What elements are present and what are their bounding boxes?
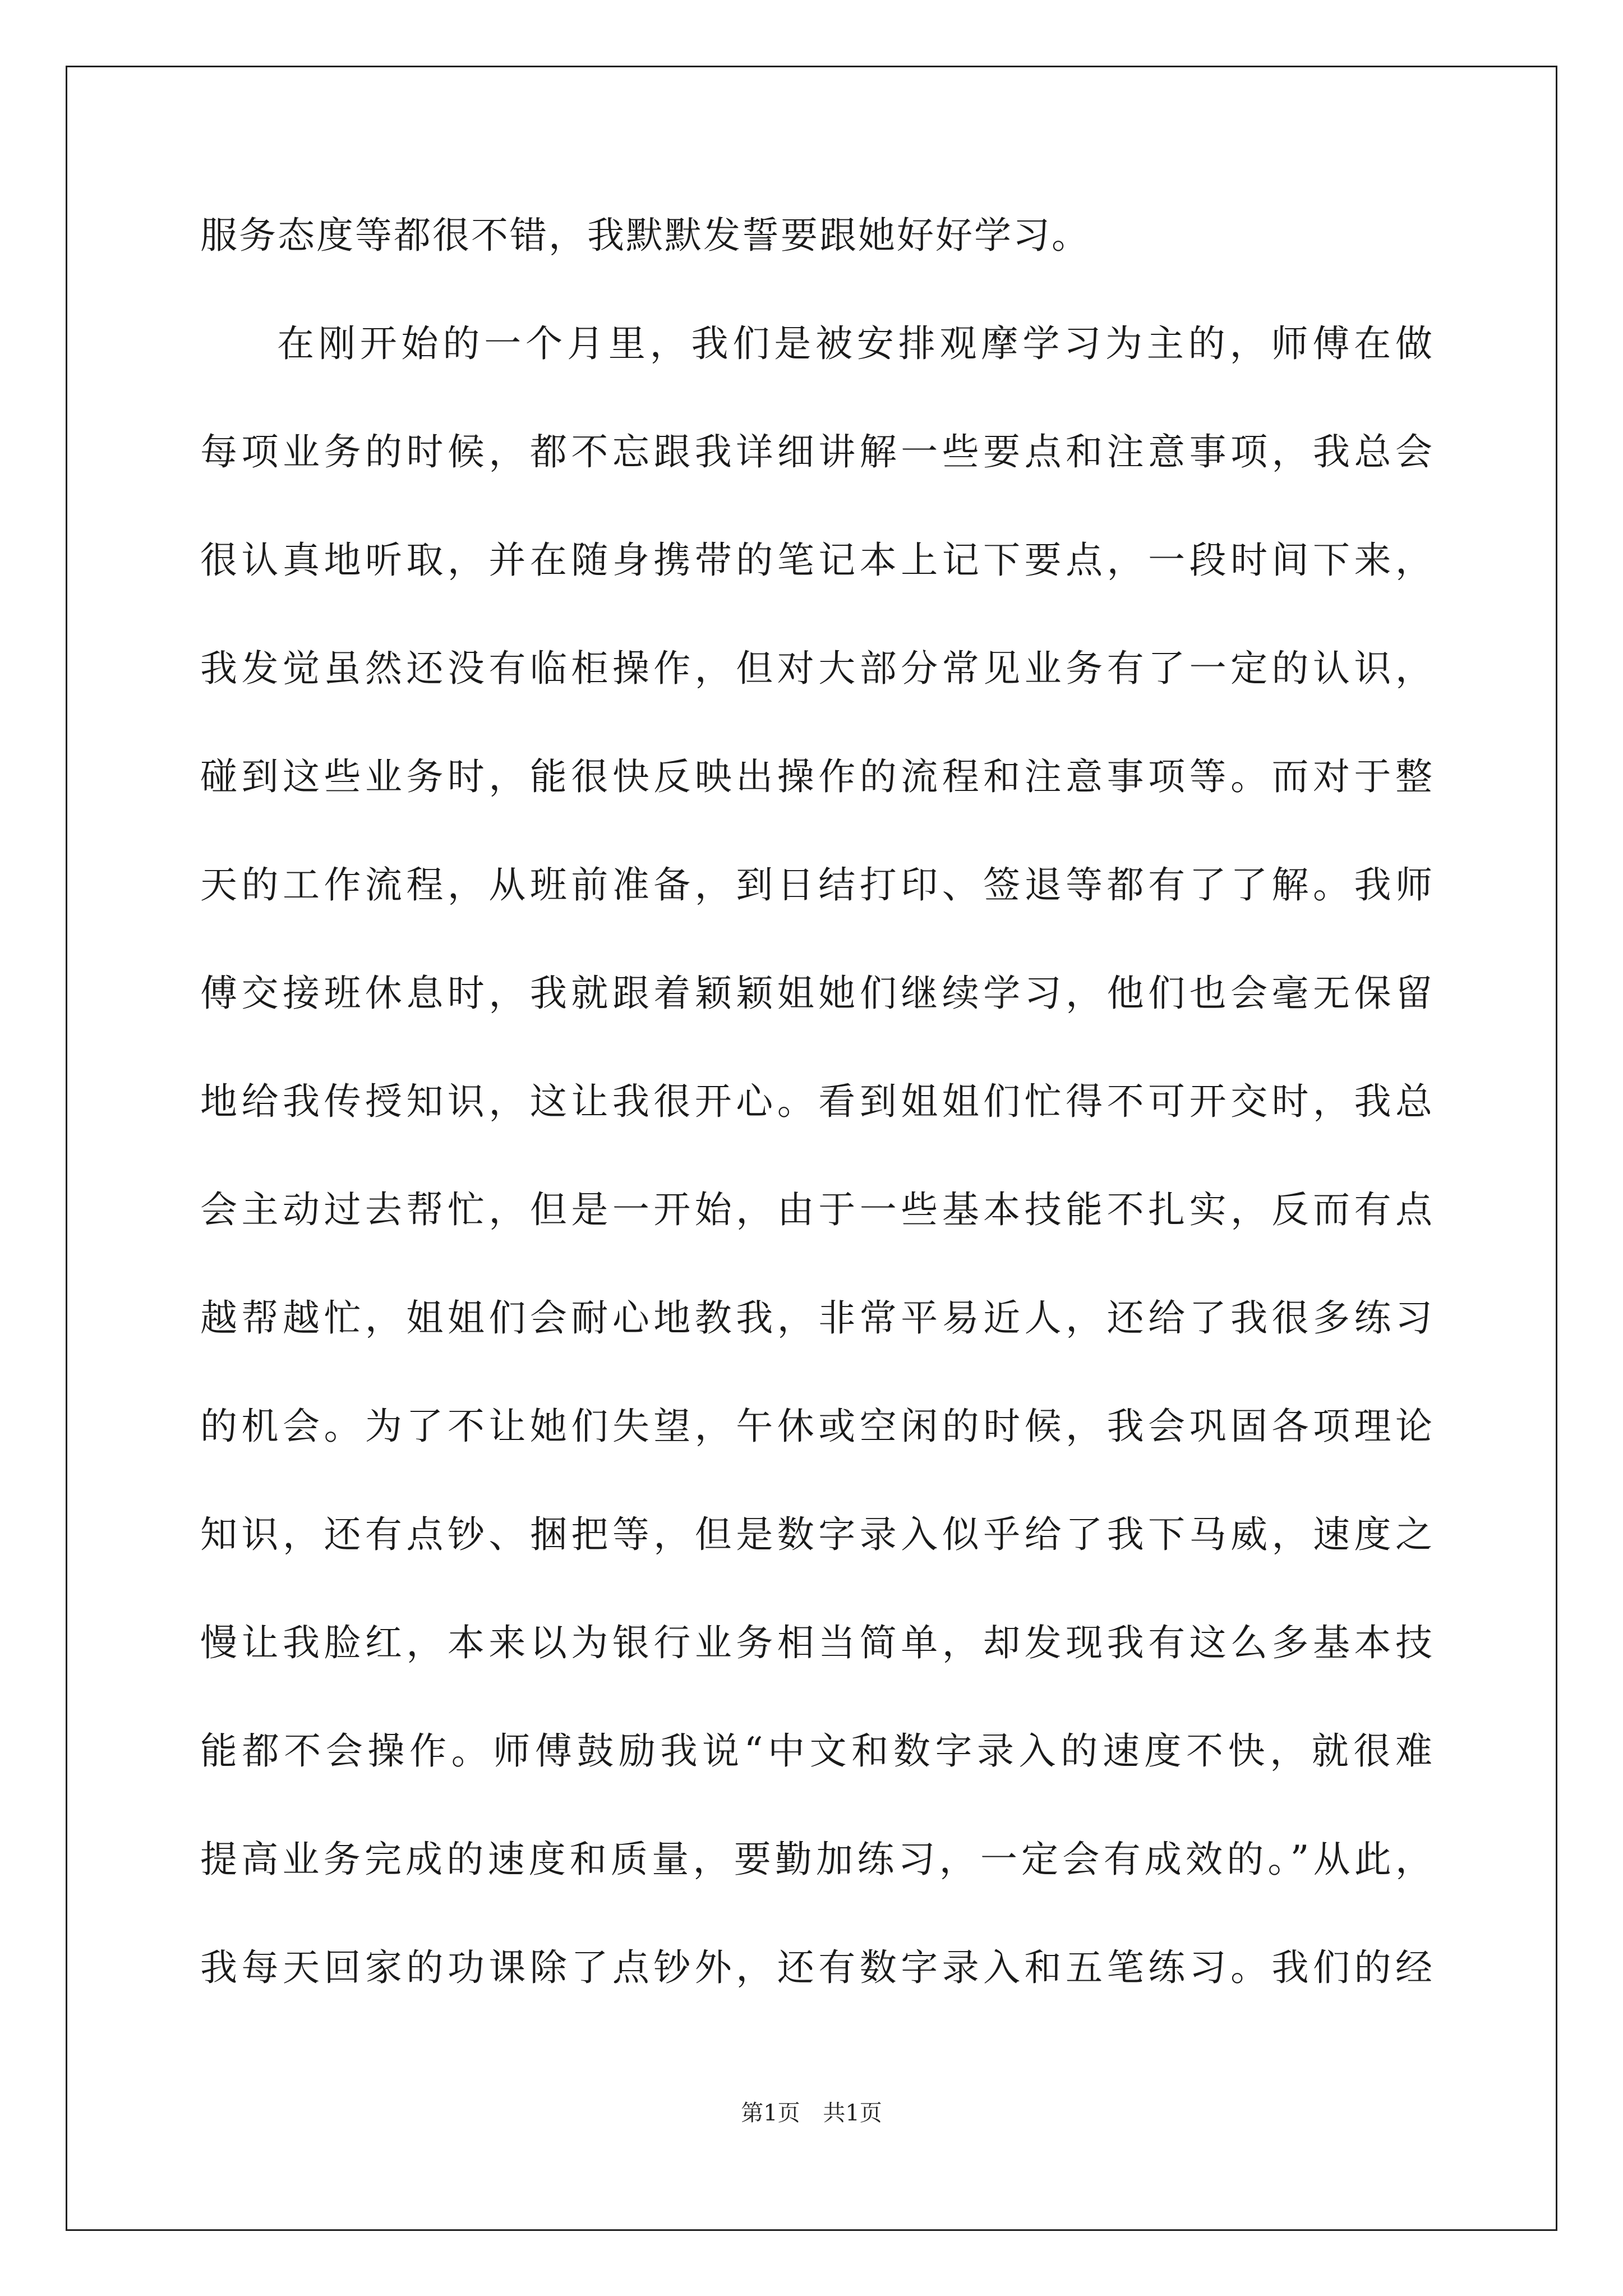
text-line: 会主动过去帮忙，但是一开始，由于一些基本技能不扎实，反而有点 [200, 1188, 1434, 1231]
text-line: 很认真地听取，并在随身携带的笔记本上记下要点，一段时间下来， [200, 539, 1434, 582]
text-line: 碰到这些业务时，能很快反映出操作的流程和注意事项等。而对于整 [200, 755, 1434, 798]
text-line: 服务态度等都很不错，我默默发誓要跟她好好学习。 [200, 214, 1090, 257]
text-line: 天的工作流程，从班前准备，到日结打印、签退等都有了了解。我师 [200, 863, 1434, 907]
text-line: 傅交接班休息时，我就跟着颖颖姐她们继续学习，他们也会毫无保留 [200, 972, 1434, 1015]
text-line: 越帮越忙，姐姐们会耐心地教我，非常平易近人，还给了我很多练习 [200, 1296, 1434, 1340]
page-footer [0, 2095, 1623, 2127]
text-line: 知识，还有点钞、捆把等，但是数字录入似乎给了我下马威，速度之 [200, 1513, 1434, 1556]
text-line: 我每天回家的功课除了点钞外，还有数字录入和五笔练习。我们的经 [200, 1946, 1434, 1989]
text-line: 慢让我脸红，本来以为银行业务相当简单，却发现我有这么多基本技 [200, 1621, 1434, 1664]
text-line: 我发觉虽然还没有临柜操作，但对大部分常见业务有了一定的认识， [200, 647, 1434, 690]
page-number: 第1页 [741, 2100, 800, 2126]
page-total: 共1页 [823, 2100, 882, 2126]
text-line: 每项业务的时候，都不忘跟我详细讲解一些要点和注意事项，我总会 [200, 430, 1434, 473]
page-border [66, 66, 1557, 2231]
text-line: 地给我传授知识，这让我很开心。看到姐姐们忙得不可开交时，我总 [200, 1080, 1434, 1123]
text-line: 的机会。为了不让她们失望，午休或空闲的时候，我会巩固各项理论 [200, 1405, 1434, 1448]
text-line: 能都不会操作。师傅鼓励我说“中文和数字录入的速度不快，就很难 [200, 1729, 1434, 1773]
text-line: 提高业务完成的速度和质量，要勤加练习，一定会有成效的。”从此， [200, 1838, 1434, 1881]
paragraph-first-line: 在刚开始的一个月里，我们是被安排观摩学习为主的，师傅在做 [277, 322, 1434, 365]
